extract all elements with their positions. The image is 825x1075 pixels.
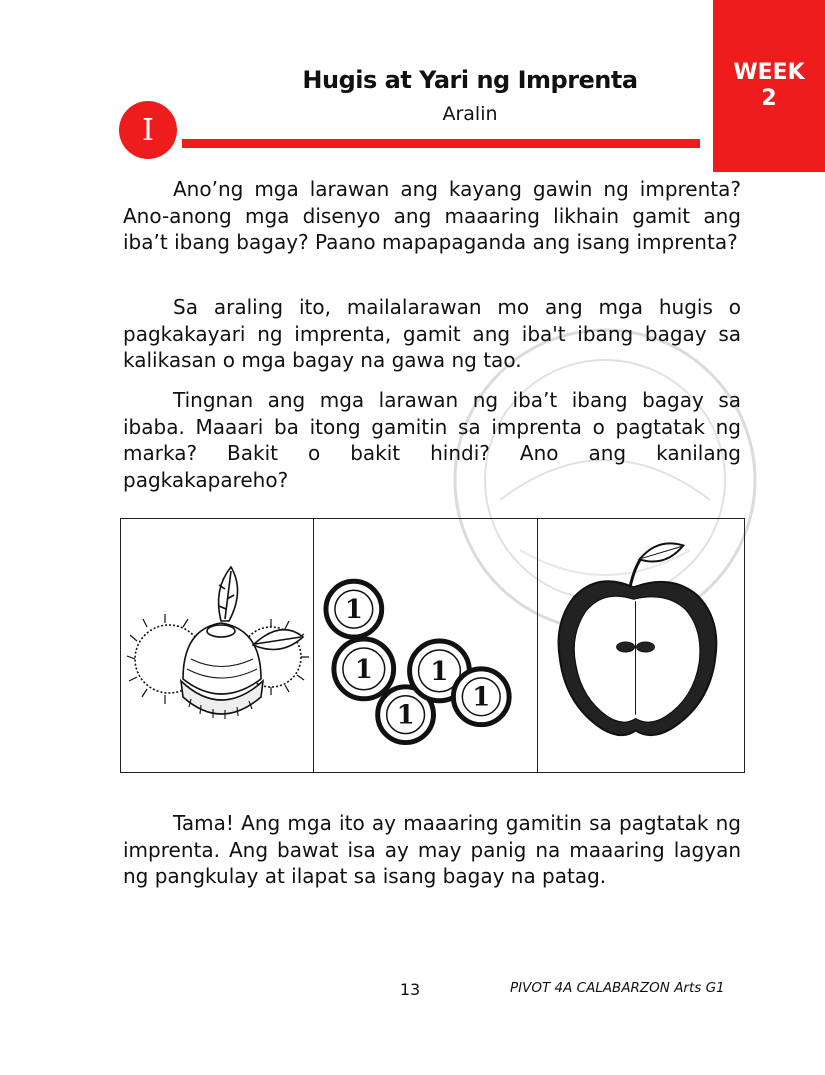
coin xyxy=(326,581,382,637)
apple-half-illustration xyxy=(538,519,744,772)
paragraph-2: Sa araling ito, mailalarawan mo ang mga hugis o pagkakayari ng imprenta, gamit ang iba't ibang bagay sa kalikasan o mga bagay na gawa ng tao. xyxy=(123,295,741,372)
page-number: 13 xyxy=(399,980,421,999)
image-cell-2 xyxy=(313,519,537,772)
coin-mark: 1 xyxy=(472,682,491,713)
rambutan-illustration xyxy=(121,519,313,772)
footer-source: PIVOT 4A CALABARZON Arts G1 xyxy=(510,980,725,996)
image-cell-1 xyxy=(121,519,313,772)
paragraph-4: Tama! Ang mga ito ay maaaring gamitin sa pagtatak ng imprenta. Ang bawat isa ay may panig na maaaring lagyan ng pangkulay at ilapat sa isang bagay na patag. xyxy=(123,811,741,888)
section-badge: I xyxy=(119,101,177,159)
week-label: WEEK xyxy=(733,60,805,85)
image-cell-3 xyxy=(537,519,744,772)
paragraph-1: Ano’ng mga larawan ang kayang gawin ng imprenta? Ano-anong mga disenyo ang maaaring likhain gamit ang iba’t ibang bagay? Paano mapapaganda ang isang imprenta? xyxy=(123,177,741,254)
lesson-subtitle: Aralin xyxy=(442,103,498,125)
coin-mark: 1 xyxy=(430,656,449,687)
lesson-title: Hugis at Yari ng Imprenta xyxy=(302,66,638,94)
coins-illustration xyxy=(314,519,537,772)
coin-mark: 1 xyxy=(344,595,363,626)
image-table xyxy=(120,518,745,773)
paragraph-3: Tingnan ang mga larawan ng iba’t ibang bagay sa ibaba. Maaari ba itong gamitin sa imprenta o pagtatak ng marka? Bakit o bakit hindi? Ano ang kanilang pagkakapareho? xyxy=(123,388,741,492)
coin-mark: 1 xyxy=(354,654,373,685)
title-divider xyxy=(182,139,700,148)
coin xyxy=(453,669,509,725)
coin-mark: 1 xyxy=(396,700,415,731)
week-number: 2 xyxy=(761,86,777,111)
coin xyxy=(334,639,394,699)
